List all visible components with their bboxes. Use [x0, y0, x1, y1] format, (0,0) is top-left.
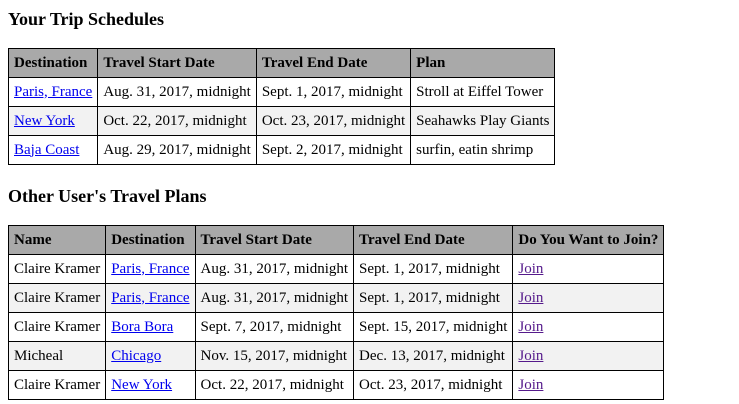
join-cell [513, 284, 664, 313]
column-header-start-date: Travel Start Date [195, 226, 354, 255]
destination-cell [106, 342, 195, 371]
table-row [9, 255, 664, 284]
start-date-cell: Aug. 31, 2017, midnight [195, 284, 354, 313]
join-link[interactable]: Join [518, 347, 544, 364]
destination-link[interactable]: New York [111, 376, 173, 393]
table-row [9, 371, 664, 400]
start-date-cell: Aug. 31, 2017, midnight [98, 78, 257, 107]
destination-link[interactable]: New York [14, 112, 75, 129]
table-row [9, 136, 555, 165]
end-date-cell: Sept. 1, 2017, midnight [256, 78, 410, 107]
join-link[interactable]: Join [518, 376, 544, 393]
destination-cell [106, 255, 195, 284]
join-cell [513, 255, 664, 284]
start-date-cell: Oct. 22, 2017, midnight [195, 371, 354, 400]
join-cell [513, 313, 664, 342]
destination-link[interactable]: Chicago [111, 347, 162, 364]
join-link[interactable]: Join [518, 318, 544, 335]
column-header-start-date: Travel Start Date [98, 49, 257, 78]
start-date-cell: Aug. 31, 2017, midnight [195, 255, 354, 284]
table-row [9, 107, 555, 136]
trip-schedules-table [8, 48, 555, 165]
join-link[interactable]: Join [518, 289, 544, 306]
trip-schedules-title: Your Trip Schedules [8, 9, 165, 29]
column-header-join: Do You Want to Join? [513, 226, 664, 255]
name-cell: Micheal [9, 342, 106, 371]
destination-cell [106, 371, 195, 400]
column-header-name: Name [9, 226, 106, 255]
end-date-cell: Sept. 1, 2017, midnight [354, 255, 513, 284]
table-row [9, 342, 664, 371]
destination-link[interactable]: Paris, France [14, 83, 93, 100]
destination-cell [106, 284, 195, 313]
destination-cell [9, 136, 98, 165]
column-header-end-date: Travel End Date [256, 49, 410, 78]
column-header-destination: Destination [106, 226, 195, 255]
table-header-row [9, 49, 555, 78]
destination-cell [106, 313, 195, 342]
other-travel-plans-title: Other User's Travel Plans [8, 186, 207, 206]
destination-cell [9, 78, 98, 107]
start-date-cell: Aug. 29, 2017, midnight [98, 136, 257, 165]
start-date-cell: Nov. 15, 2017, midnight [195, 342, 354, 371]
end-date-cell: Sept. 1, 2017, midnight [354, 284, 513, 313]
table-row [9, 284, 664, 313]
start-date-cell: Sept. 7, 2017, midnight [195, 313, 354, 342]
join-cell [513, 371, 664, 400]
column-header-destination: Destination [9, 49, 98, 78]
start-date-cell: Oct. 22, 2017, midnight [98, 107, 257, 136]
table-row [9, 78, 555, 107]
end-date-cell: Oct. 23, 2017, midnight [256, 107, 410, 136]
name-cell: Claire Kramer [9, 255, 106, 284]
other-travel-plans-table [8, 225, 664, 400]
destination-link[interactable]: Bora Bora [111, 318, 174, 335]
join-cell [513, 342, 664, 371]
column-header-end-date: Travel End Date [354, 226, 513, 255]
destination-link[interactable]: Paris, France [111, 289, 190, 306]
plan-cell: surfin, eatin shrimp [411, 136, 555, 165]
end-date-cell: Sept. 15, 2017, midnight [354, 313, 513, 342]
plan-cell: Stroll at Eiffel Tower [411, 78, 555, 107]
table-header-row [9, 226, 664, 255]
destination-link[interactable]: Baja Coast [14, 141, 80, 158]
column-header-plan: Plan [411, 49, 555, 78]
join-link[interactable]: Join [518, 260, 544, 277]
name-cell: Claire Kramer [9, 371, 106, 400]
name-cell: Claire Kramer [9, 313, 106, 342]
destination-link[interactable]: Paris, France [111, 260, 190, 277]
plan-cell: Seahawks Play Giants [411, 107, 555, 136]
destination-cell [9, 107, 98, 136]
end-date-cell: Oct. 23, 2017, midnight [354, 371, 513, 400]
end-date-cell: Sept. 2, 2017, midnight [256, 136, 410, 165]
name-cell: Claire Kramer [9, 284, 106, 313]
table-row [9, 313, 664, 342]
end-date-cell: Dec. 13, 2017, midnight [354, 342, 513, 371]
